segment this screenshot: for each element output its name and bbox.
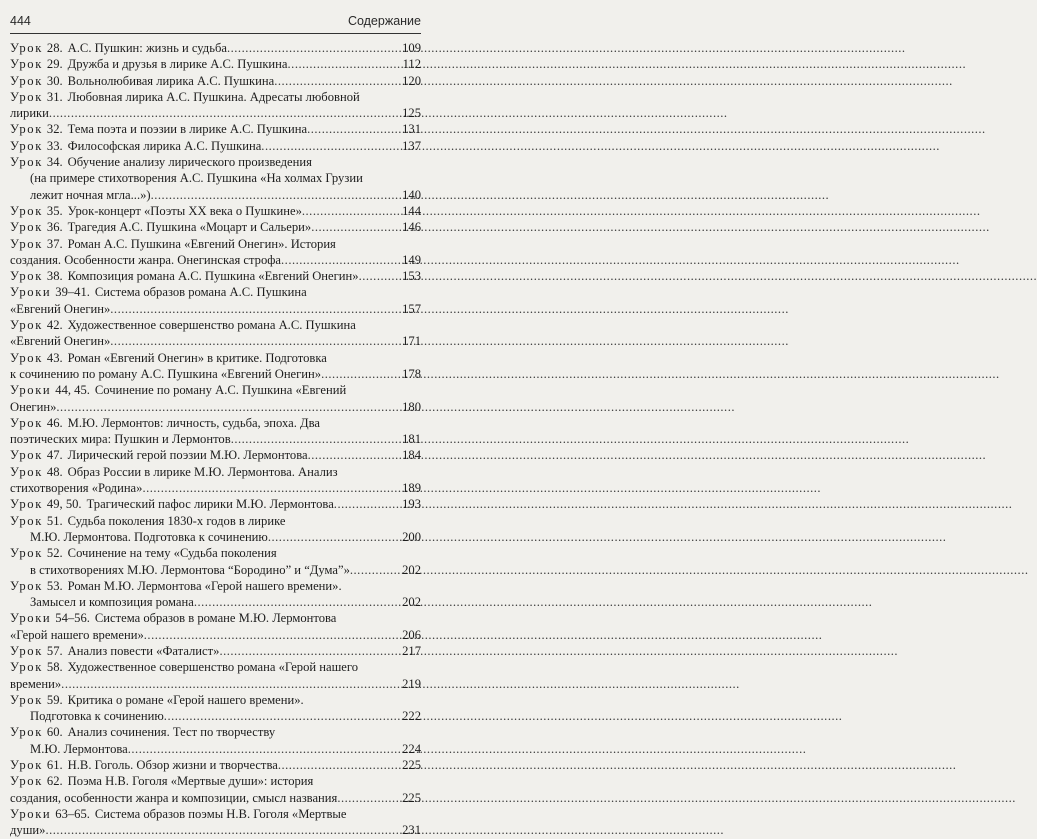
toc-entry <box>10 610 421 643</box>
page-reference: 225 <box>402 790 421 805</box>
toc-entry-first-line <box>10 382 421 398</box>
toc-entry <box>10 545 421 578</box>
toc-entry-continuation-line <box>10 822 421 838</box>
lesson-title-text: Трагический пафос лирики М.Ю. Лермонтова <box>86 497 334 512</box>
lesson-label: Урок <box>10 513 43 528</box>
lesson-number: 42. <box>46 318 63 333</box>
toc-entry-first-line <box>10 757 421 773</box>
page-reference: 200 <box>402 529 421 544</box>
toc-entry <box>10 89 421 122</box>
lesson-title-text: лирики <box>10 106 49 121</box>
page-reference: 202 <box>402 595 421 610</box>
lesson-label: Урок <box>10 41 43 55</box>
page-reference: 202 <box>402 562 421 577</box>
page-reference: 146 <box>402 220 421 235</box>
page-reference: 109 <box>402 41 421 55</box>
toc-entry <box>10 692 421 725</box>
lesson-title-text: Поэма Н.В. Гоголя «Мертвые души»: история <box>67 774 314 789</box>
toc-entry-first-line <box>10 56 421 72</box>
dot-leader <box>56 399 401 415</box>
lesson-label: Уроки <box>10 383 52 398</box>
page-reference: 181 <box>402 432 421 447</box>
dot-leader <box>128 741 401 757</box>
toc-entry-continuation-line <box>10 105 421 121</box>
lesson-number: 53. <box>46 578 63 593</box>
toc-entry-first-line <box>10 659 421 675</box>
page-reference: 112 <box>402 57 421 72</box>
lesson-label: Урок <box>10 155 43 170</box>
toc-entry <box>10 757 421 773</box>
toc-entry <box>10 447 421 463</box>
toc-entry <box>10 415 421 448</box>
lesson-title-text: стихотворения «Родина» <box>10 481 143 496</box>
lesson-number: 43. <box>46 350 63 365</box>
toc-entry-first-line <box>10 219 421 235</box>
lesson-title-text: Система образов романа А.С. Пушкина <box>94 285 307 300</box>
lesson-title-text: «Герой нашего времени» <box>10 627 144 642</box>
toc-entry <box>10 643 421 659</box>
lesson-title-text: «Евгений Онегин» <box>10 334 111 349</box>
lesson-title-text: М.Ю. Лермонтова. Подготовка к сочинению <box>30 529 268 544</box>
page-reference: 144 <box>402 203 421 218</box>
lesson-label: Урок <box>10 448 43 463</box>
lesson-number: 35. <box>46 203 63 218</box>
toc-entry-first-line <box>10 806 421 822</box>
toc-entry <box>10 138 421 154</box>
dot-leader <box>308 447 402 463</box>
lesson-label: Урок <box>10 415 43 430</box>
lesson-label: Уроки <box>10 611 52 626</box>
dot-leader <box>288 56 402 72</box>
lesson-number: 62. <box>46 774 63 789</box>
lesson-title-text: Замысел и композиция романа <box>30 595 194 610</box>
lesson-label: Урок <box>10 578 43 593</box>
lesson-title-text: в стихотворениях М.Ю. Лермонтова “Бородино” и “Дума”» <box>30 562 350 577</box>
lesson-number: 37. <box>46 236 63 251</box>
page-reference: 189 <box>402 481 421 496</box>
lesson-number: 44, 45. <box>55 383 90 398</box>
toc-entry-first-line <box>10 773 421 789</box>
lesson-title-text: создания. Особенности жанра. Онегинская строфа <box>10 252 282 267</box>
lesson-title-text: Анализ сочинения. Тест по творчеству <box>67 725 276 740</box>
lesson-title-text: Сочинение по роману А.С. Пушкина «Евгений <box>94 383 347 398</box>
page-reference: 131 <box>402 122 421 137</box>
toc-entry <box>10 350 421 383</box>
page-reference: 153 <box>402 269 421 284</box>
toc-entry-first-line <box>10 350 421 366</box>
lesson-label: Урок <box>10 350 43 365</box>
page-reference: 225 <box>402 758 421 773</box>
lesson-number: 59. <box>46 692 63 707</box>
lesson-title-text: Художественное совершенство романа А.С. Пушкина <box>67 318 356 333</box>
lesson-label: Уроки <box>10 285 52 300</box>
toc-entry <box>10 317 421 350</box>
toc-entry <box>10 806 421 839</box>
dot-leader <box>350 562 401 578</box>
toc-entry <box>10 513 421 546</box>
toc-entry-continuation-line <box>10 562 421 578</box>
toc-entry-continuation-line <box>10 529 421 545</box>
lesson-number: 36. <box>46 220 63 235</box>
lesson-title-text: Образ России в лирике М.Ю. Лермонтова. Анализ <box>67 464 338 479</box>
lesson-number: 49, 50. <box>46 497 82 512</box>
page-header <box>10 14 421 32</box>
toc-entry-continuation-line <box>10 594 421 610</box>
page-reference: 219 <box>402 676 421 691</box>
toc-entry-first-line <box>10 496 421 512</box>
page-reference: 180 <box>402 399 421 414</box>
toc-entry <box>10 73 421 89</box>
dot-leader <box>274 73 401 89</box>
dot-leader <box>151 187 402 203</box>
lesson-title-text: Композиция романа А.С. Пушкина «Евгений Онегин» <box>67 269 359 284</box>
toc-entry <box>10 496 421 512</box>
lesson-number: 34. <box>46 155 63 170</box>
dot-leader <box>307 121 401 137</box>
toc-entry-continuation-line <box>10 431 421 447</box>
lesson-label: Урок <box>10 318 43 333</box>
lesson-number: 54–56. <box>55 611 90 626</box>
dot-leader <box>219 643 401 659</box>
lesson-number: 61. <box>46 758 63 773</box>
page-reference: 137 <box>402 138 421 153</box>
lesson-title-text: Трагедия А.С. Пушкина «Моцарт и Сальери» <box>67 220 312 235</box>
dot-leader <box>61 676 401 692</box>
dot-leader <box>144 627 401 643</box>
lesson-title-text: Философская лирика А.С. Пушкина <box>67 138 262 153</box>
toc-entry-continuation-line <box>10 741 421 757</box>
toc-entry-first-line <box>10 578 421 594</box>
toc-entry-first-line <box>10 89 421 105</box>
page-reference: 120 <box>402 73 421 88</box>
toc-entry-continuation-line <box>10 399 421 415</box>
lesson-number: 57. <box>46 643 63 658</box>
page-reference: 178 <box>402 366 421 381</box>
lesson-label: Урок <box>10 236 43 251</box>
toc-entry-continuation-line <box>10 187 421 203</box>
toc-entry-first-line <box>10 643 421 659</box>
dot-leader <box>110 301 401 317</box>
lesson-label: Урок <box>10 138 43 153</box>
page-reference: 217 <box>402 643 421 658</box>
lesson-title-text: Дружба и друзья в лирике А.С. Пушкина <box>67 57 288 72</box>
lesson-number: 48. <box>46 464 63 479</box>
toc-entry <box>10 236 421 269</box>
lesson-title-text: Критика о романе «Герой нашего времени». <box>67 692 304 707</box>
dot-leader <box>337 790 401 806</box>
dot-leader <box>278 757 401 773</box>
lesson-label: Урок <box>10 57 43 72</box>
toc-entry-first-line <box>10 40 421 56</box>
lesson-title-text: к сочинению по роману А.С. Пушкина «Евгений Онегин» <box>10 366 322 381</box>
lesson-number: 51. <box>46 513 63 528</box>
lesson-title-text: (на примере стихотворения А.С. Пушкина «На холмах Грузии <box>30 171 363 186</box>
dot-leader <box>164 708 401 724</box>
lesson-title-text: Подготовка к сочинению <box>30 709 164 724</box>
toc-entry-continuation-line <box>10 252 421 268</box>
dot-leader <box>227 40 401 56</box>
lesson-title-text: Роман А.С. Пушкина «Евгений Онегин». История <box>67 236 336 251</box>
dot-leader <box>110 333 401 349</box>
book-page <box>0 0 429 838</box>
lesson-title-text: Сочинение на тему «Судьба поколения <box>67 546 277 561</box>
page-reference: 193 <box>402 497 421 512</box>
lesson-title-text: Роман М.Ю. Лермонтова «Герой нашего времени». <box>67 578 342 593</box>
dot-leader <box>194 594 401 610</box>
lesson-number: 38. <box>46 269 63 284</box>
page-reference: 149 <box>402 252 421 267</box>
lesson-label: Урок <box>10 546 43 561</box>
lesson-title-text: Вольнолюбивая лирика А.С. Пушкина <box>67 73 275 88</box>
lesson-label: Урок <box>10 269 43 284</box>
lesson-title-text: А.С. Пушкин: жизнь и судьба <box>67 41 227 55</box>
toc-entry-continuation-line <box>10 676 421 692</box>
toc-entry-first-line <box>10 203 421 219</box>
toc-entry-first-line <box>10 464 421 480</box>
dot-leader <box>49 105 401 121</box>
lesson-label: Урок <box>10 220 43 235</box>
lesson-title-text: Любовная лирика А.С. Пушкина. Адресаты любовной <box>67 89 360 104</box>
lesson-number: 47. <box>46 448 63 463</box>
toc-entry-first-line <box>10 236 421 252</box>
lesson-title-text: М.Ю. Лермонтова <box>30 741 128 756</box>
toc-entry <box>10 773 421 806</box>
lesson-label: Урок <box>10 122 43 137</box>
lesson-number: 58. <box>46 660 63 675</box>
page-reference: 184 <box>402 448 421 463</box>
lesson-title-text: Обучение анализу лирического произведения <box>67 155 312 170</box>
toc-entry-first-line <box>10 724 421 740</box>
toc-entry-first-line <box>10 317 421 333</box>
page-reference: 171 <box>402 334 421 349</box>
lesson-label: Урок <box>10 464 43 479</box>
toc-entry-first-line <box>10 513 421 529</box>
lesson-number: 32. <box>46 122 63 137</box>
toc-entry <box>10 154 421 203</box>
lesson-title-text: «Евгений Онегин» <box>10 301 111 316</box>
dot-leader <box>142 480 401 496</box>
dot-leader <box>334 496 401 512</box>
toc-entry <box>10 578 421 611</box>
lesson-title-text: Урок-концерт «Поэты XX века о Пушкине» <box>67 203 302 218</box>
toc-entry-first-line <box>10 268 421 284</box>
toc-entry-continuation-line <box>10 333 421 349</box>
page-reference: 125 <box>402 106 421 121</box>
header-rule <box>10 33 421 34</box>
dot-leader <box>359 268 402 284</box>
page-reference: 222 <box>402 709 421 724</box>
lesson-label: Уроки <box>10 806 52 821</box>
page-reference: 206 <box>402 627 421 642</box>
table-of-contents <box>10 40 421 839</box>
toc-entry <box>10 56 421 72</box>
toc-entry <box>10 121 421 137</box>
toc-entry-first-line <box>10 545 421 561</box>
toc-entry-continuation-line <box>10 301 421 317</box>
toc-entry-first-line <box>10 415 421 431</box>
lesson-title-text: Лирический герой поэзии М.Ю. Лермонтова <box>67 448 308 463</box>
toc-entry-first-line <box>10 73 421 89</box>
lesson-number: 46. <box>46 415 63 430</box>
toc-entry-continuation-line <box>10 790 421 806</box>
lesson-label: Урок <box>10 497 43 512</box>
toc-entry <box>10 724 421 757</box>
page-number: 444 <box>10 14 31 28</box>
lesson-title-text: Судьба поколения 1830-х годов в лирике <box>67 513 286 528</box>
toc-entry-continuation-line <box>10 480 421 496</box>
dot-leader <box>231 431 401 447</box>
toc-entry-first-line <box>10 154 421 170</box>
lesson-label: Урок <box>10 643 43 658</box>
toc-entry-first-line <box>10 138 421 154</box>
toc-entry-first-line <box>10 447 421 463</box>
lesson-number: 63–65. <box>55 806 90 821</box>
dot-leader <box>311 219 401 235</box>
toc-entry-first-line <box>10 121 421 137</box>
lesson-title-text: Роман «Евгений Онегин» в критике. Подготовка <box>67 350 327 365</box>
dot-leader <box>268 529 401 545</box>
lesson-title-text: лежит ночная мгла...») <box>30 187 151 202</box>
lesson-number: 39–41. <box>55 285 90 300</box>
lesson-title-text: Система образов поэмы Н.В. Гоголя «Мертвые <box>94 806 347 821</box>
lesson-label: Урок <box>10 758 43 773</box>
page-reference: 231 <box>402 823 421 838</box>
toc-entry <box>10 659 421 692</box>
dot-leader <box>302 203 401 219</box>
lesson-label: Урок <box>10 725 43 740</box>
lesson-number: 52. <box>46 546 63 561</box>
page-reference: 140 <box>402 187 421 202</box>
lesson-number: 30. <box>46 73 63 88</box>
toc-entry-continuation-line <box>10 708 421 724</box>
dot-leader <box>321 366 401 382</box>
lesson-title-text: М.Ю. Лермонтов: личность, судьба, эпоха. Два <box>67 415 320 430</box>
toc-entry <box>10 268 421 284</box>
dot-leader <box>45 822 401 838</box>
lesson-title-text: Тема поэта и поэзии в лирике А.С. Пушкина <box>67 122 308 137</box>
toc-entry <box>10 382 421 415</box>
toc-entry-continuation-line <box>10 170 421 186</box>
toc-entry <box>10 284 421 317</box>
toc-entry <box>10 203 421 219</box>
toc-entry-first-line <box>10 610 421 626</box>
page-reference: 224 <box>402 741 421 756</box>
lesson-number: 33. <box>46 138 63 153</box>
lesson-label: Урок <box>10 774 43 789</box>
dot-leader <box>261 138 401 154</box>
lesson-number: 29. <box>46 57 63 72</box>
lesson-label: Урок <box>10 73 43 88</box>
lesson-number: 28. <box>46 41 63 55</box>
page-reference: 157 <box>402 301 421 316</box>
toc-entry-first-line <box>10 692 421 708</box>
lesson-title-text: создания, особенности жанра и композиции, смысл названия <box>10 790 338 805</box>
lesson-number: 60. <box>46 725 63 740</box>
lesson-title-text: времени» <box>10 676 62 691</box>
toc-entry-continuation-line <box>10 627 421 643</box>
lesson-title-text: Н.В. Гоголь. Обзор жизни и творчества <box>67 758 278 773</box>
lesson-title-text: поэтических мира: Пушкин и Лермонтов <box>10 432 231 447</box>
lesson-title-text: Художественное совершенство романа «Герой нашего <box>67 660 359 675</box>
dot-leader <box>281 252 401 268</box>
lesson-title-text: Онегин» <box>10 399 57 414</box>
toc-entry <box>10 40 421 56</box>
toc-entry-first-line <box>10 284 421 300</box>
toc-entry <box>10 219 421 235</box>
toc-entry <box>10 464 421 497</box>
lesson-title-text: Система образов в романе М.Ю. Лермонтова <box>94 611 337 626</box>
lesson-label: Урок <box>10 203 43 218</box>
lesson-title-text: Анализ повести «Фаталист» <box>67 643 220 658</box>
running-title: Содержание <box>347 14 421 28</box>
lesson-label: Урок <box>10 89 43 104</box>
lesson-label: Урок <box>10 692 43 707</box>
toc-entry-continuation-line <box>10 366 421 382</box>
lesson-number: 31. <box>46 89 63 104</box>
lesson-title-text: души» <box>10 823 46 838</box>
lesson-label: Урок <box>10 660 43 675</box>
